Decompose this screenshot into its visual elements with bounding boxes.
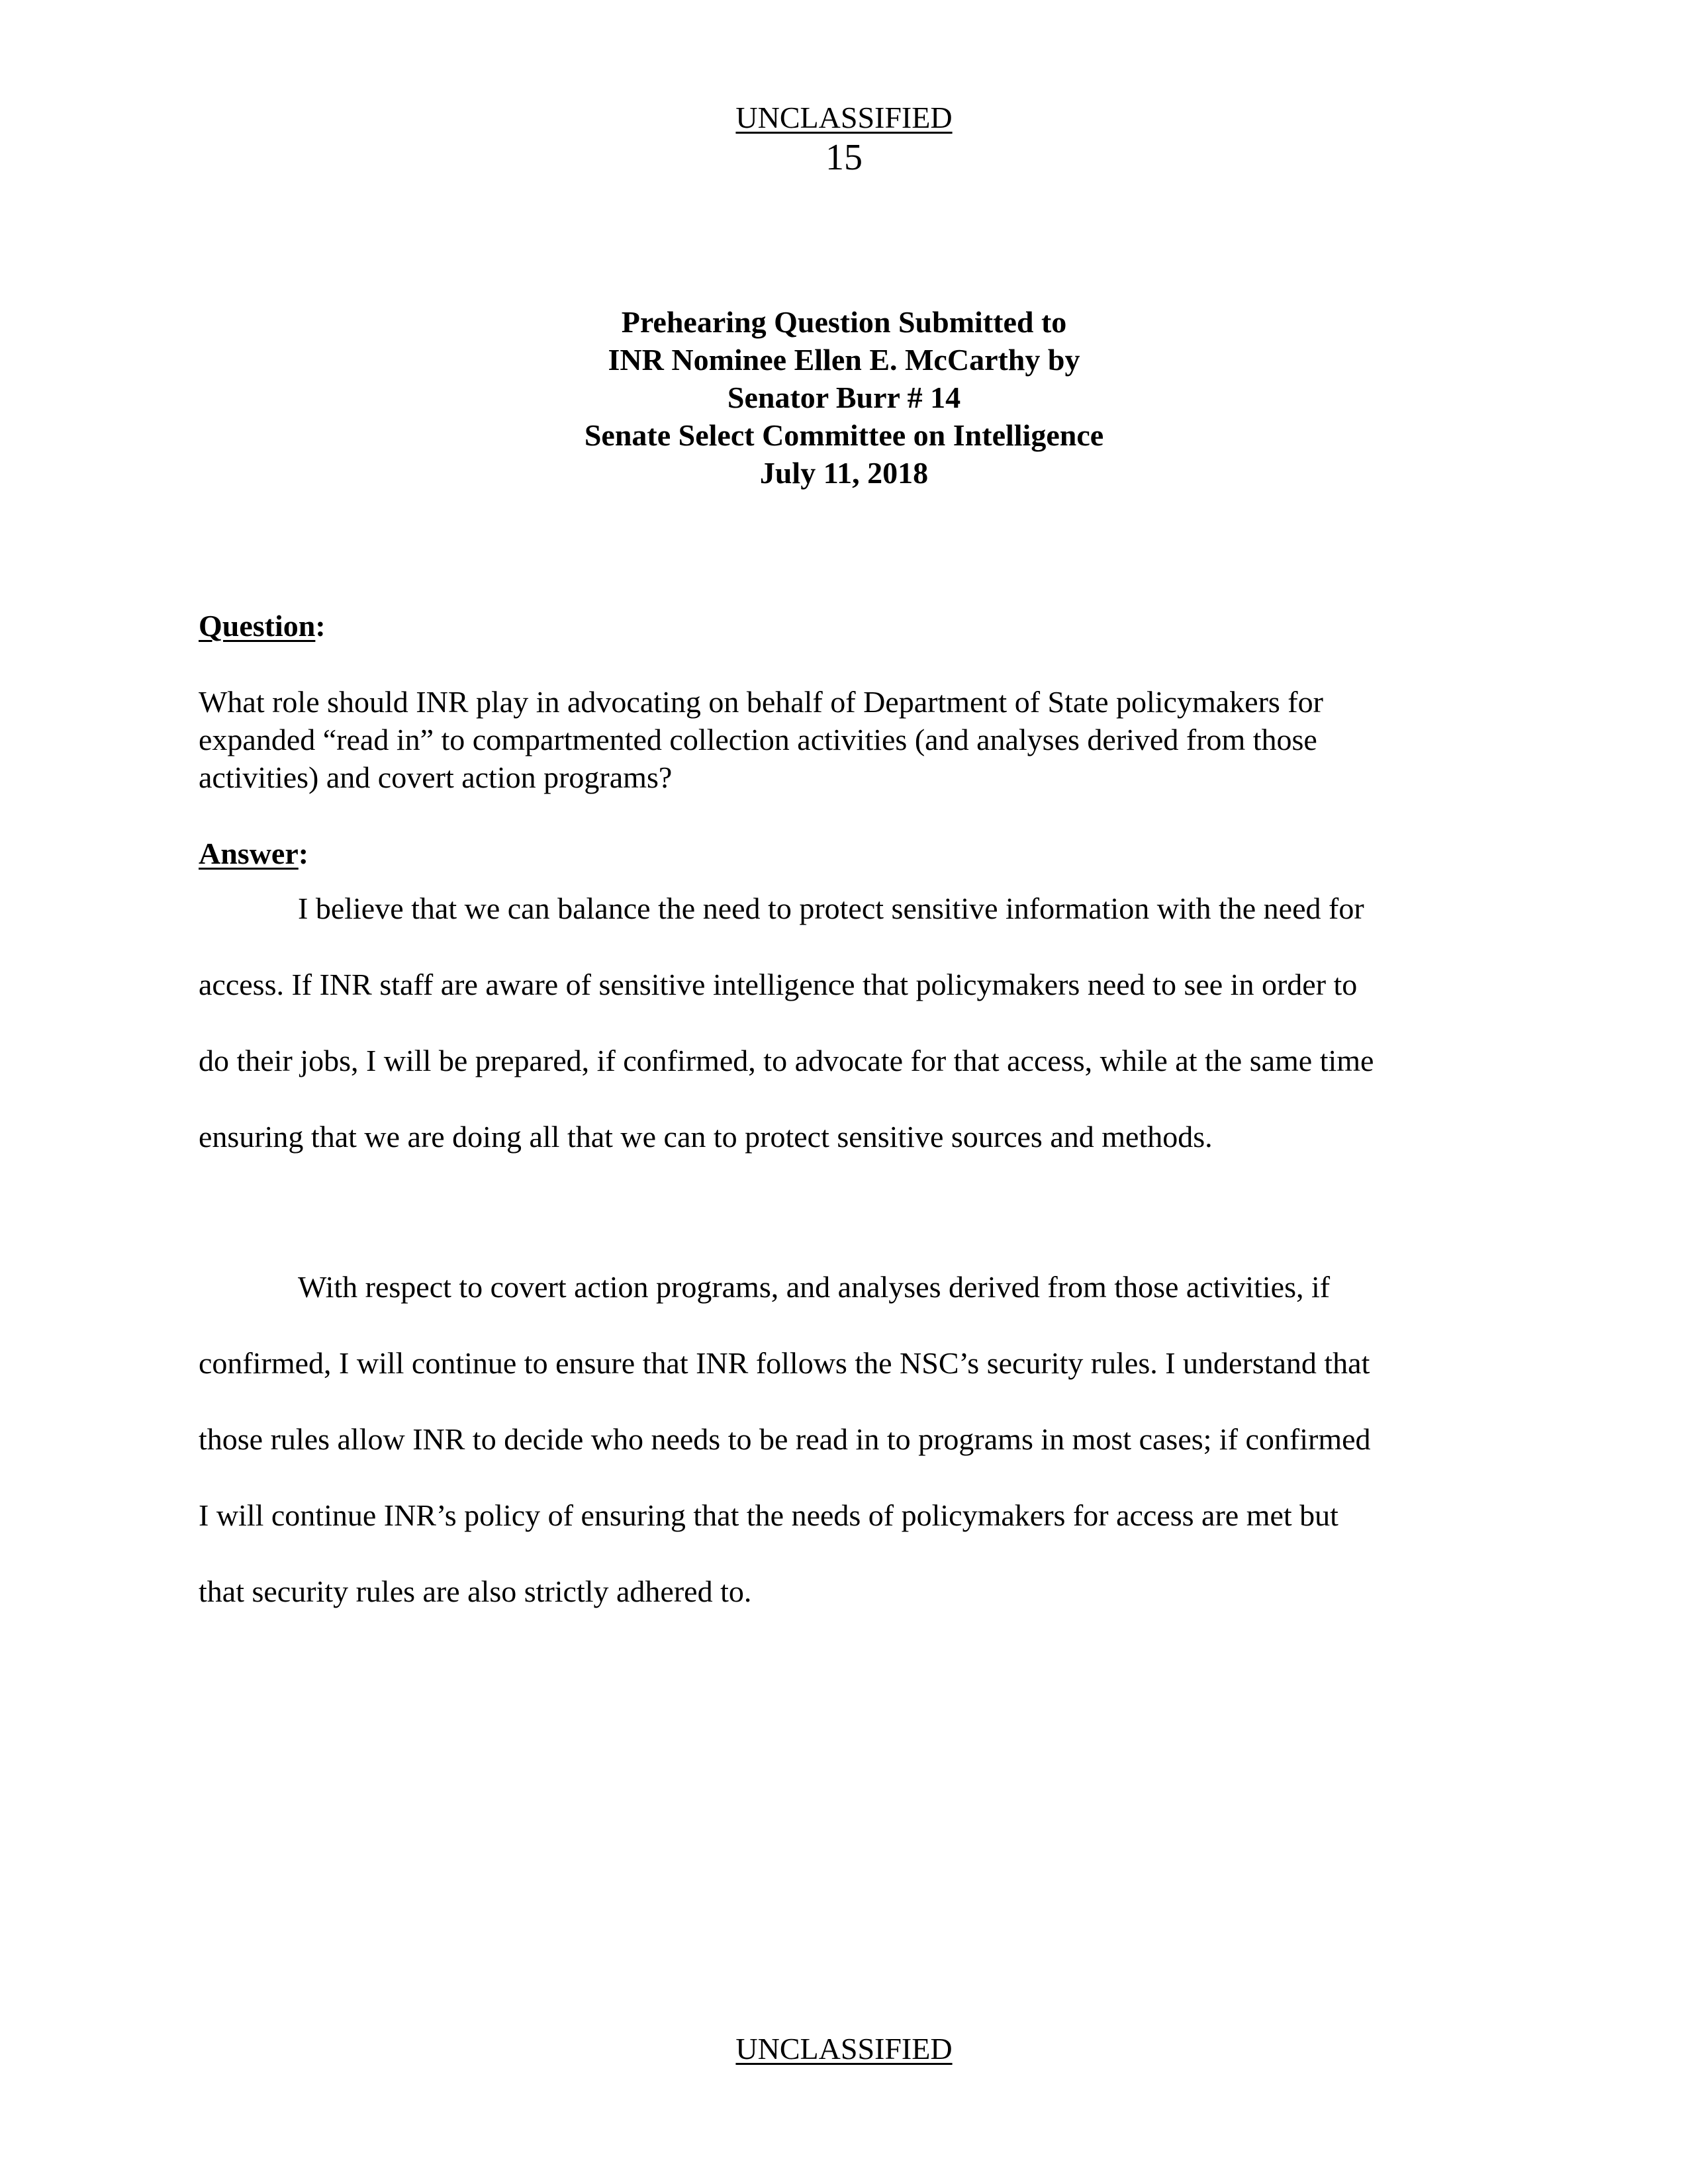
answer-line: I will continue INR’s policy of ensuring that the needs of policymakers for access are met but <box>199 1498 1338 1532</box>
answer-line: that security rules are also strictly adhered to. <box>199 1574 752 1608</box>
title-line: Senator Burr # 14 <box>727 381 961 414</box>
question-label: Question <box>199 609 316 643</box>
answer-line: I believe that we can balance the need to protect sensitive information with the need for <box>298 891 1364 925</box>
classification-footer: UNCLASSIFIED <box>735 2032 953 2066</box>
question-heading <box>199 608 326 645</box>
document-title <box>0 303 1688 492</box>
answer-line: access. If INR staff are aware of sensitive intelligence that policymakers need to see in order to <box>199 968 1358 1001</box>
title-line: Senate Select Committee on Intelligence <box>584 418 1104 452</box>
answer-line: With respect to covert action programs, and analyses derived from those activities, if <box>298 1270 1331 1304</box>
title-line: Prehearing Question Submitted to <box>621 305 1067 339</box>
answer-label: Answer <box>199 837 299 870</box>
classification-header: UNCLASSIFIED <box>735 101 953 134</box>
question-line: What role should INR play in advocating on behalf of Department of State policymakers for <box>199 685 1323 719</box>
answer-paragraph-1 <box>199 870 1496 1175</box>
title-date: July 11, 2018 <box>759 456 929 490</box>
answer-line: those rules allow INR to decide who needs to be read in to programs in most cases; if confirmed <box>199 1422 1371 1456</box>
answer-colon: : <box>298 837 309 870</box>
answer-line: ensuring that we are doing all that we can to protect sensitive sources and methods. <box>199 1120 1213 1154</box>
answer-heading <box>199 835 308 872</box>
question-line: expanded “read in” to compartmented collection activities (and analyses derived from those <box>199 723 1317 756</box>
answer-paragraph-2 <box>199 1249 1496 1629</box>
answer-line: confirmed, I will continue to ensure that INR follows the NSC’s security rules. I understand that <box>199 1346 1370 1380</box>
answer-line: do their jobs, I will be prepared, if confirmed, to advocate for that access, while at the same time <box>199 1044 1374 1077</box>
question-colon: : <box>315 609 326 643</box>
question-line: activities) and covert action programs? <box>199 760 673 794</box>
question-text <box>199 683 1496 796</box>
title-line: INR Nominee Ellen E. McCarthy by <box>608 343 1080 377</box>
page-number: 15 <box>825 137 863 178</box>
